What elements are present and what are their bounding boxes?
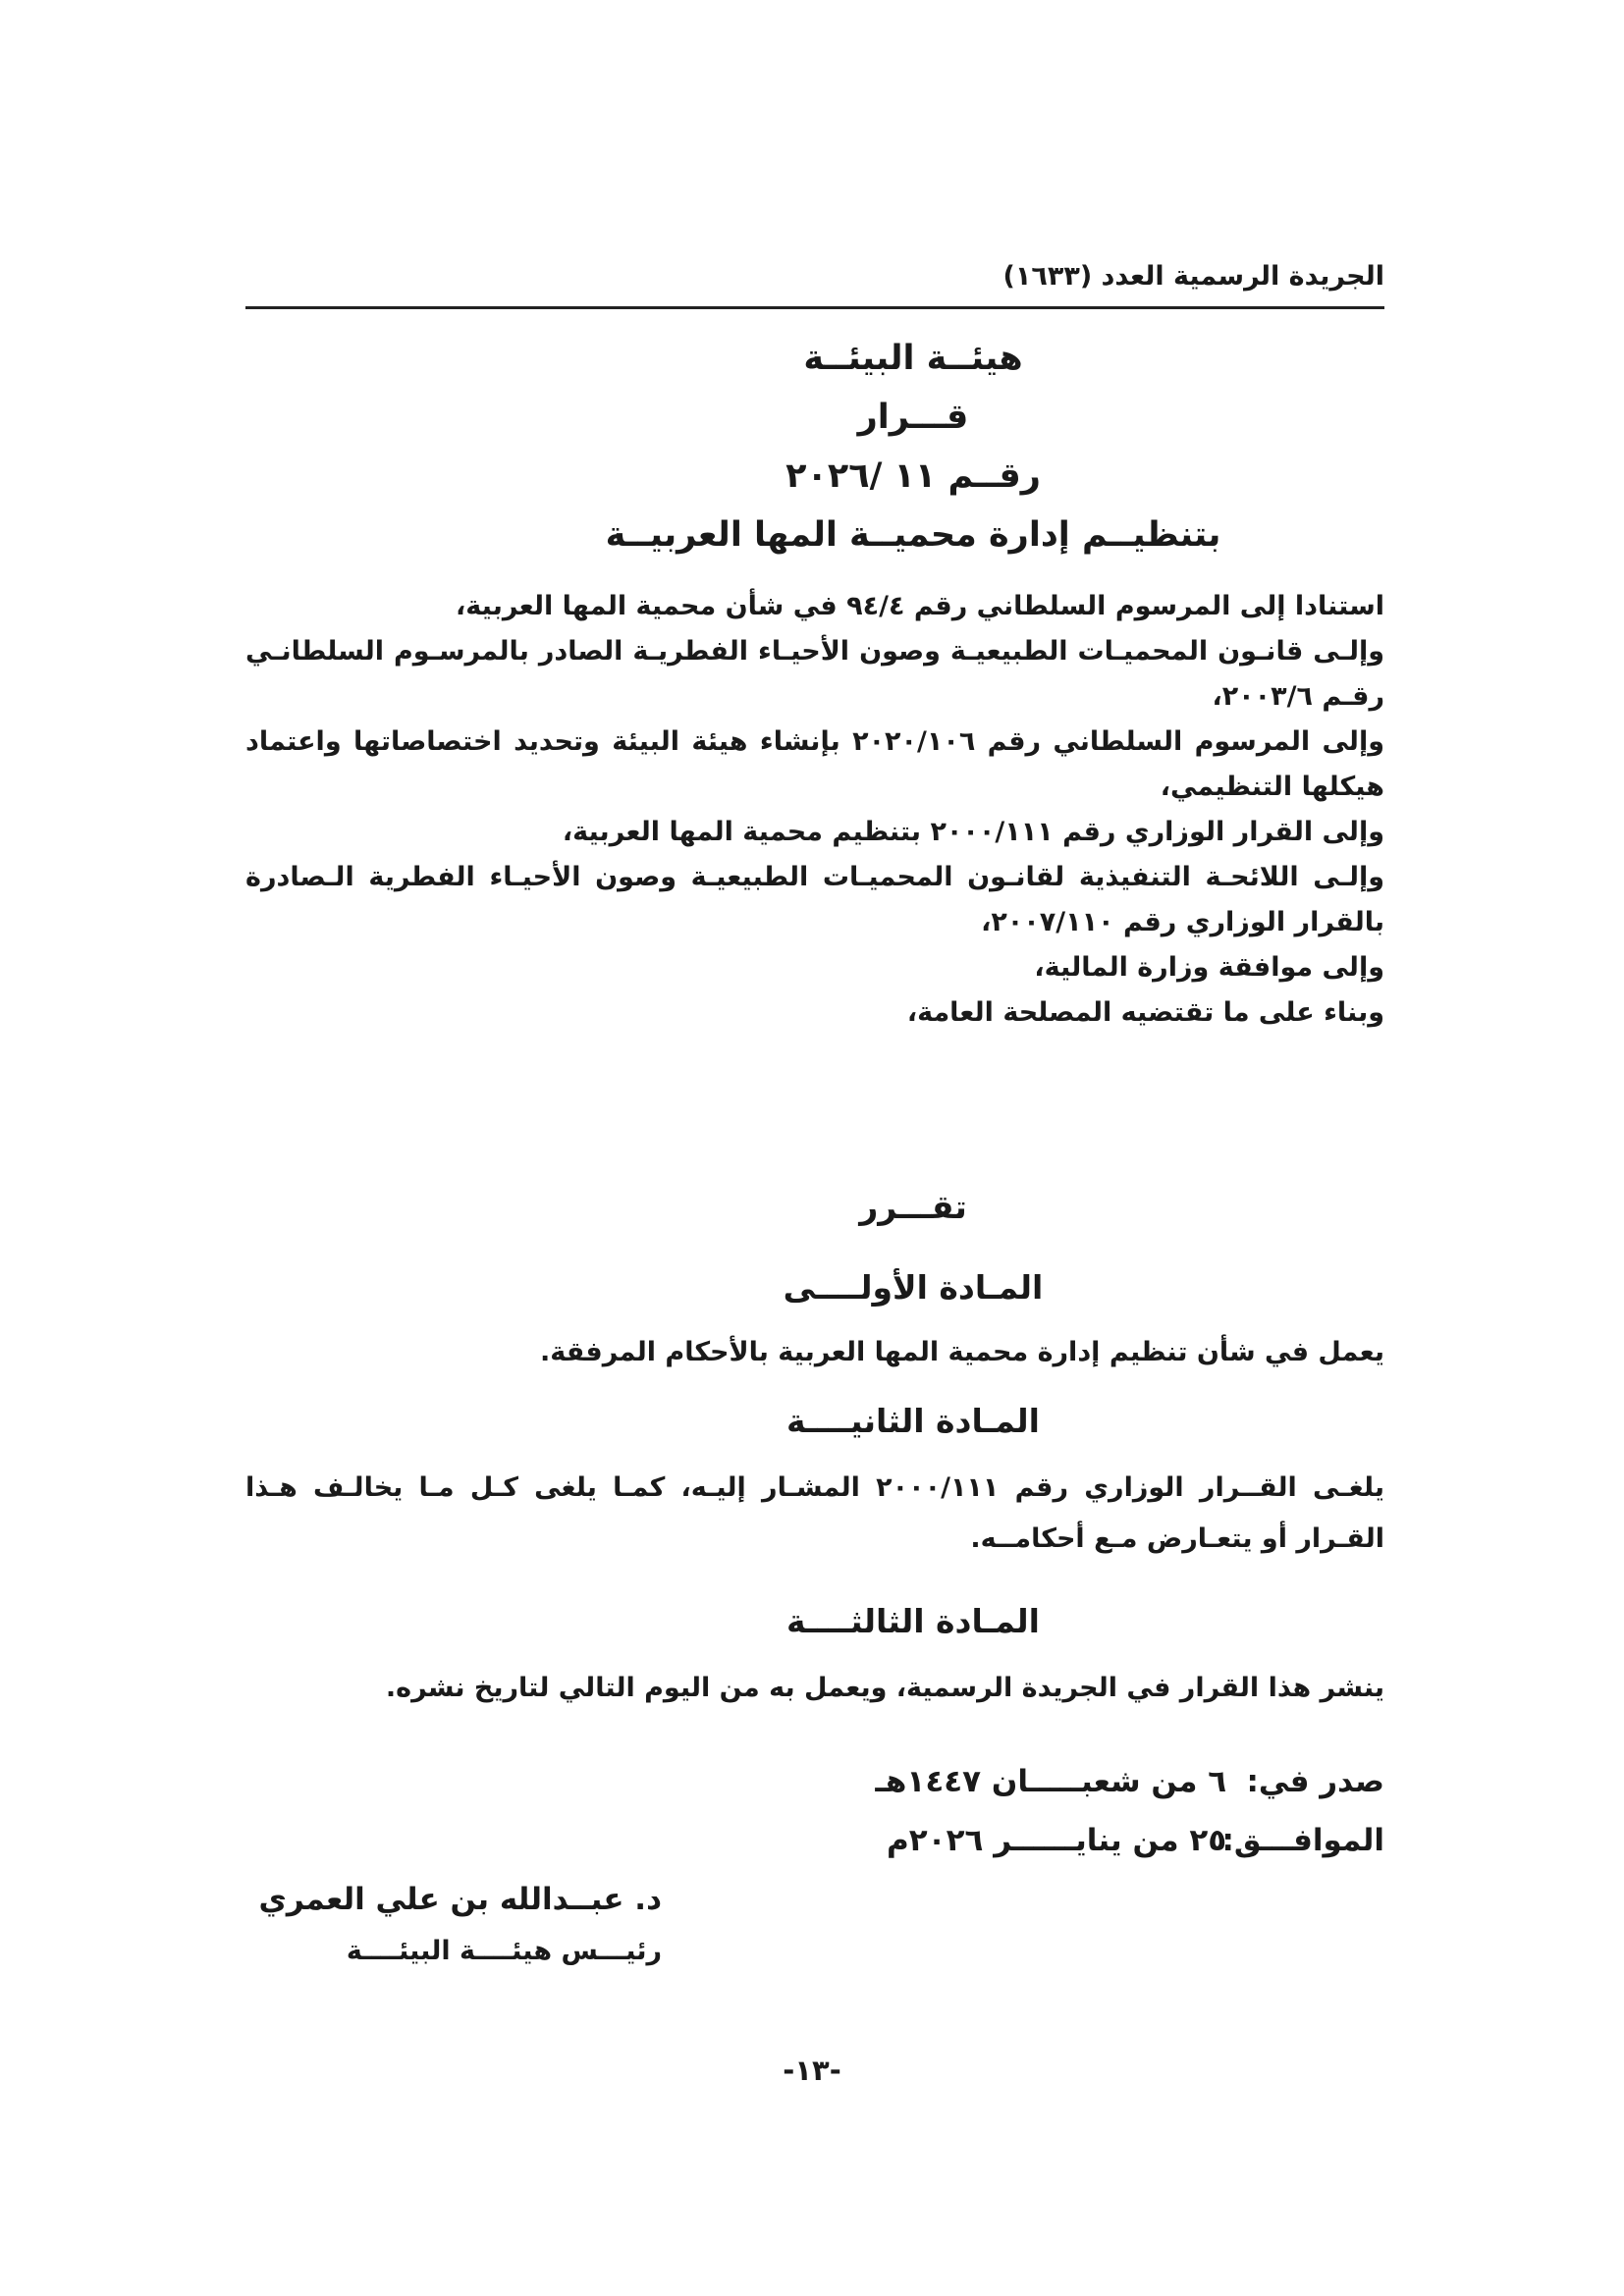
corresponding-label: الموافـــق: [1221,1823,1384,1858]
page-header [245,257,1384,309]
decision-label: قـــرار [857,398,969,437]
authority-name: هيئــة البيئــة [803,339,1023,378]
preamble-clause: وبناء على ما تقتضيه المصلحة العامة، [906,997,1384,1028]
article-2-title: المـادة الثانيــــة [786,1402,1040,1440]
page-number: -١٣- [783,2054,841,2087]
corresponding-value: ٢٥ من ينايــــــر ٢٠٢٦م [887,1823,1227,1858]
issued-date-row [697,1752,1384,1811]
preamble [245,584,1384,1036]
issue-dates [697,1752,1384,1870]
preamble-clause: وإلـى قانـون المحميـات الطبيعيـة وصون الأحيـاء الفطريـة الصادر بالمرسـوم السلطانـي رقـم ٢٠٠٣/٦، [245,636,1384,712]
signatory-name: د. عبــدالله بن علي العمري [258,1882,662,1917]
preamble-clause: وإلى موافقة وزارة المالية، [1034,952,1384,983]
signatory-title: رئيـــس هيئــــة البيئــــة [346,1936,662,1966]
decides-heading: تقـــرر [859,1188,967,1226]
gazette-title: الجريدة الرسمية العدد (١٦٣٣) [1002,261,1384,292]
article-1-title: المـادة الأولــــى [783,1268,1044,1307]
signature-block [249,1872,662,1976]
issued-label: صدر في: [1246,1764,1384,1799]
article-2-text: يلغـى القــرار الوزاري رقم ٢٠٠٠/١١١ المشـار إليـه، كمـا يلغى كـل مـا يخالـف هـذا القـرار أو يتعـارض مـع أحكامــه. [245,1472,1384,1554]
corresponding-date-row [697,1811,1384,1870]
preamble-clause: وإلى القرار الوزاري رقم ٢٠٠٠/١١١ بتنظيم محمية المها العربية، [562,817,1384,847]
preamble-clause: وإلى المرسوم السلطاني رقم ٢٠٢٠/١٠٦ بإنشاء هيئة البيئة وتحديد اختصاصاتها واعتماد هيكلها التنظيمي، [245,726,1384,802]
article-3-text: ينشر هذا القرار في الجريدة الرسمية، ويعمل به من اليوم التالي لتاريخ نشره. [385,1673,1384,1703]
article-3-title: المـادة الثالثــــة [786,1602,1040,1640]
preamble-clause: استنادا إلى المرسوم السلطاني رقم ٩٤/٤ في شأن محمية المها العربية، [456,591,1384,621]
decision-heading [245,329,1384,564]
preamble-clause: وإلـى اللائحـة التنفيذية لقانـون المحميـات الطبيعيـة وصون الأحيـاء الفطرية الـصادرة بالقرار الوزاري رقم ٢٠٠٧/١١٠، [245,862,1384,937]
decision-subject: بتنظيــم إدارة محميــة المها العربيــة [605,515,1221,555]
issued-value: ٦ من شعبـــــان ١٤٤٧هـ [875,1764,1227,1799]
decision-number: رقــم ١١ /٢٠٢٦ [785,456,1041,496]
article-1-text: يعمل في شأن تنظيم إدارة محمية المها العربية بالأحكام المرفقة. [539,1337,1384,1367]
